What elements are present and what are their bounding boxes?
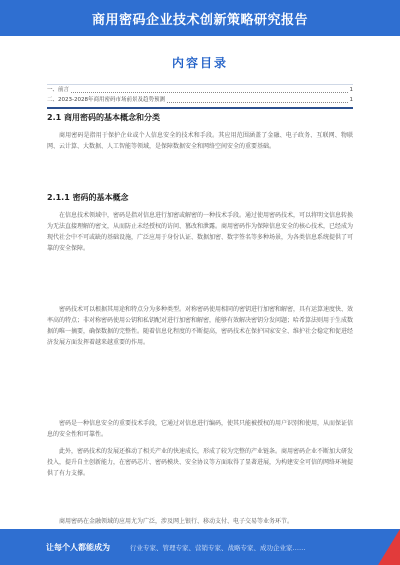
- report-header: [0, 0, 400, 36]
- footer-lead: 让每个人都能成为: [46, 542, 110, 552]
- paragraph: 在信息技术领域中，密码是指对信息进行加密或解密的一种技术手段。通过使用密码技术，可以将明文信息转换为无法直接理解的密文，从而防止未经授权的访问、篡改和泄露。商用密码作为保障信息安全的核心技术，已经成为现代社会中不可或缺的基础设施，广泛应用于身份认证、数据加密、数字签名等多种场景，为各类信息系统提供了可靠的安全保障。: [47, 212, 353, 252]
- toc-item-page: 1: [349, 87, 353, 93]
- paragraph: 商用密码是指用于保护企业或个人信息安全的技术和手段。其应用范围涵盖了金融、电子政务、互联网、物联网、云计算、大数据、人工智能等领域，是保障数据安全和网络空间安全的重要基础。: [47, 132, 353, 150]
- paragraph: 商用密码在金融领域的应用尤为广泛，涉及网上银行、移动支付、电子交易等业务环节。: [59, 518, 294, 525]
- toc-item[interactable]: [47, 85, 353, 95]
- paragraph: 密码技术可以根据其用途和特点分为多种类型。对称密码使用相同的密钥进行加密和解密，具有运算速度快、效率高的特点；非对称密码使用公钥和私钥配对进行加密和解密，能够有效解决密钥分发问题；哈希算法则用于生成数据的唯一摘要，确保数据的完整性。随着信息化程度的不断提高，密码技术在保护国家安全、维护社会稳定和促进经济发展方面发挥着越来越重要的作用。: [47, 306, 353, 346]
- subsection-heading: 2.1.1 密码的基本概念: [47, 193, 129, 202]
- toc-item[interactable]: [47, 95, 353, 105]
- report-footer: [0, 529, 400, 565]
- toc-item-label: 二、2023-2028年商用密码市场前景及趋势预测: [47, 97, 165, 103]
- toc-leader: [167, 101, 348, 103]
- paragraph: 此外，密码技术的发展还推动了相关产业的快速成长，形成了较为完整的产业链条。商用密码企业不断加大研发投入，提升自主创新能力，在密码芯片、密码模块、安全协议等方面取得了显著进展，为构建安全可信的网络环境提供了有力支撑。: [47, 448, 353, 477]
- toc-item-label: 一、前言: [47, 87, 70, 93]
- table-of-contents: [47, 84, 353, 109]
- report-title: 商用密码企业技术创新策略研究报告: [91, 12, 308, 28]
- section-heading: 2.1 商用密码的基本概念和分类: [47, 113, 160, 122]
- toc-title: 内容目录: [171, 56, 228, 70]
- toc-divider: [47, 107, 353, 109]
- toc-item-page: 1: [349, 97, 353, 103]
- corner-accent: [378, 529, 400, 565]
- footer-roles: 行业专家、管理专家、营销专家、战略专家、成功企业家……: [130, 543, 306, 552]
- paragraph: 密码是一种信息安全的重要技术手段，它通过对信息进行编码，使其只能被授权的用户识别和使用，从而保证信息的安全性和可靠性。: [47, 420, 353, 438]
- toc-leader: [71, 91, 347, 93]
